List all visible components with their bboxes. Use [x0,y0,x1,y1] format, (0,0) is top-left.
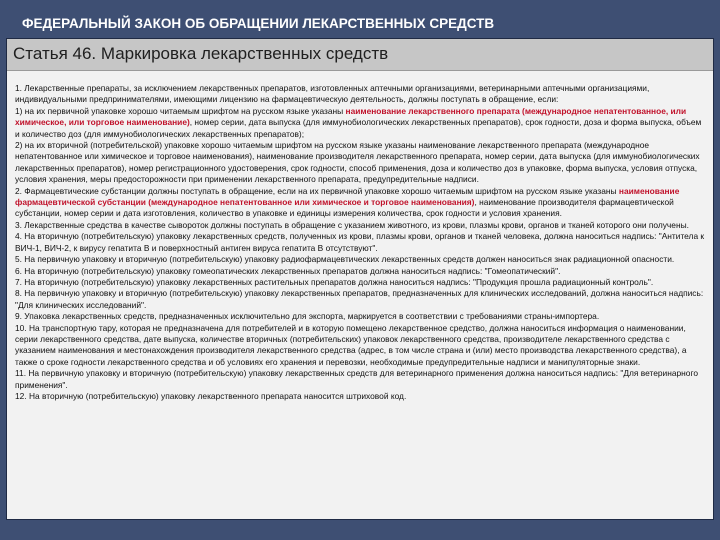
paragraph-7: 7. На вторичную (потребительскую) упаковку лекарственных растительных препаратов должна наноситься надпись: "Продукция прошла радиационный контроль". [15,276,654,287]
paragraph-primary-packaging: 1) на их первичной упаковке хорошо читаемым шрифтом на русском языке указаны наименование лекарственного препарата (международное непатентованное, или химическое, или торговое наименование), номер серии, дата выпуска (для иммунобиологических лекарственных препаратов), срок годности, доза и форма выпуска, объем и количество доз (для иммунобиологических лекарственных препаратов); [15,105,702,139]
paragraph-4: 4. На вторичную (потребительскую) упаковку лекарственных средств, полученных из крови, плазмы крови, органов и тканей человека, должна наноситься надпись: "Антитела к ВИЧ-1, ВИЧ-2, к вирусу гепатита В и поверхностный антиген вируса гепатита В отсутствуют". [15,231,705,253]
paragraph-intro: 1. Лекарственные препараты, за исключением лекарственных препаратов, изготовленных аптечными организациями, ветеринарными аптечными организациями, индивидуальными предпринимателями, имеющими лицензию на фармацевтическую деятельность, должны поступать в обращение, если: [15,83,650,105]
paragraph-10: 10. На транспортную тару, которая не предназначена для потребителей и в которую помещено лекарственное средство, должна наноситься информация о наименовании, серии лекарственного средства, дате выпуска, количестве вторичных (потребительских) упаковок лекарственного средства, производителе лекарственного средства с указанием наименования и местонахождения производителя лекарственного средства (адрес, в том числе страна и (или) место производства лекарственного средства), а также о сроке годности лекарственного средства и об условиях его хранения и перевозки, необходимые предупредительные надписи и манипуляторные знаки. [15,322,687,367]
highlight-substance-name: наименование фармацевтической субстанции (международное непатентованное или химическое и торговое наименования) [15,185,680,208]
highlight-drug-name: наименование лекарственного препарата (международное непатентованное, или химическое, или торговое наименование) [15,105,687,128]
article-body [7,71,713,402]
article-heading: Статья 46. Маркировка лекарственных средств [13,44,389,63]
paragraph-8: 8. На первичную упаковку и вторичную (потребительскую) упаковку лекарственных препаратов, предназначенных для клинических исследований, должна наноситься надпись: "Для клинических исследований". [15,288,704,310]
paragraph-11: 11. На первичную упаковку и вторичную (потребительскую) упаковку лекарственных средств для ветеринарного применения должна наноситься надпись: "Для ветеринарного применения". [15,368,698,390]
article-card [6,38,714,520]
paragraph-secondary-packaging: 2) на их вторичной (потребительской) упаковке хорошо читаемым шрифтом на русском языке указаны наименование лекарственного препарата (международное непатентованное или химическое и торговое наименования), наименование производителя лекарственного препарата, номер серии, дата выпуска (для иммунобиологических лекарственных препаратов), номер регистрационного удостоверения, срок годности, способ применения, доза и количество доз в упаковке, форма выпуска, условия отпуска, условия хранения, меры предосторожности при применении лекарственного препарата, предупредительные надписи. [15,140,700,185]
paragraph-12: 12. На вторичную (потребительскую) упаковку лекарственного препарата наносится штриховой код. [15,390,407,401]
article-header [7,39,713,71]
paragraph-substances: 2. Фармацевтические субстанции должны поступать в обращение, если на их первичной упаковке хорошо читаемым шрифтом на русском языке указаны наименование фармацевтической субстанции (международное непатентованное или химическое и торговое наименования), наименование производителя фармацевтической субстанции, номер серии и дата изготовления, количество в упаковке и единицы измерения количества, срок годности и условия хранения. [15,185,680,219]
paragraph-6: 6. На вторичную (потребительскую) упаковку гомеопатических лекарственных препаратов должна наноситься надпись: "Гомеопатический". [15,265,561,276]
slide-title: ФЕДЕРАЛЬНЫЙ ЗАКОН ОБ ОБРАЩЕНИИ ЛЕКАРСТВЕННЫХ СРЕДСТВ [14,10,706,38]
paragraph-5: 5. На первичную упаковку и вторичную (потребительскую) упаковку радиофармацевтических лекарственных средств должен наноситься знак радиационной опасности. [15,254,675,265]
paragraph-3: 3. Лекарственные средства в качестве сывороток должны поступать в обращение с указанием животного, из крови, плазмы крови, органов и тканей которого они получены. [15,219,689,230]
paragraph-9: 9. Упаковка лекарственных средств, предназначенных исключительно для экспорта, маркируется в соответствии с требованиями страны-импортера. [15,311,600,322]
